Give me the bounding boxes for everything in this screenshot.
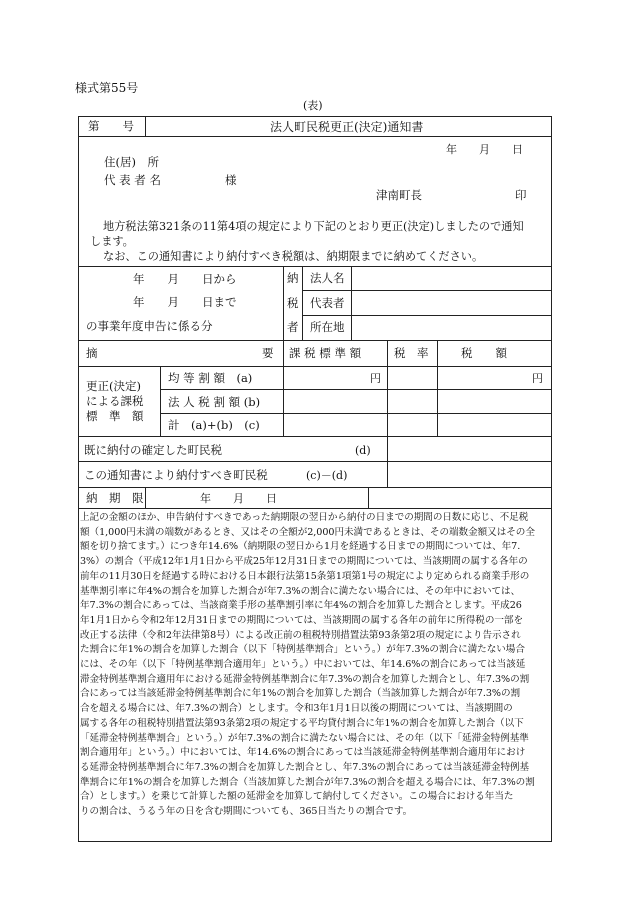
payer-vertical-2: 税	[287, 296, 299, 310]
column-tax-amount: 税 額	[461, 346, 507, 360]
issuer-name: 津南町長	[376, 188, 422, 202]
footnote-line: 合）とします。）を乗じて計算した額の延滞金を加算して納付してください。この場合における年当た	[80, 791, 514, 803]
column-tax-base: 課 税 標 準 額	[289, 346, 362, 360]
footnote-line: た割合に年1%の割合を加算した割合（以下「特例基準割合」という。）が年7.3%の割合に満たない場合	[80, 644, 525, 656]
row-per-capita-levy: 均 等 割 額 (a)	[168, 371, 253, 385]
footnote-line: 前年の11月30日を経過する時における日本銀行法第15条第1項第1号の規定により定められる商業手形の	[80, 570, 530, 582]
footnote-line: 基準割引率に年4%の割合を加算した割合が年7.3%の割合に満たない場合には、その年中においては、	[80, 585, 521, 597]
footnote-line: 「延滞金特例基準割合」という。）が年7.3%の割合に満たない場合には、その年（以下「延滞金特例基準	[80, 732, 529, 744]
footnote-line: りの割合は、うるう年の日を含む期間についても、365日当たりの割合です。	[80, 806, 413, 818]
representative-label: 代 表 者 名	[104, 173, 161, 187]
seal-mark: 印	[515, 188, 527, 202]
already-confirmed-tax-code: (d)	[355, 444, 371, 457]
period-description: の事業年度申告に係る分	[86, 319, 213, 333]
footnote-line: 額を切り捨てます。）につき年14.6%（納期限の翌日から1月を経過する日までの期間については、年7.	[80, 541, 521, 553]
notice-line-1: 地方税法第321条の11第4項の規定により下記のとおり更正(決定)しましたので通知	[103, 220, 524, 233]
notice-line-3: なお、この通知書により納付すべき税額は、納期限までに納めてください。	[103, 250, 484, 263]
period-to: 年 月 日まで	[133, 295, 237, 309]
column-summary-left: 摘	[86, 346, 98, 360]
payer-vertical-1: 納	[287, 271, 299, 285]
notice-line-2: します。	[90, 235, 134, 248]
document-title: 法人町民税更正(決定)通知書	[270, 120, 424, 134]
footnote-line: 割合適用年」という。）中においては、年14.6%の割合にあっては当該延滞金特例基準割合適用年におけ	[80, 747, 526, 759]
period-from: 年 月 日から	[133, 272, 237, 286]
form-number: 様式第55号	[75, 81, 139, 95]
footnote-line: 改正する法律（令和2年法律第8号）による改正前の租税特別措置法第93条第2項の規定により告示され	[80, 629, 521, 641]
group-label-line-2: による課税	[86, 394, 144, 408]
payer-vertical-3: 者	[287, 320, 299, 334]
footnote-line: 属する各年の租税特別措置法第93条第2項の規定する平均貸付割合に年1%の割合を加算した割合（以下	[80, 717, 524, 729]
footnote-line: 年1月1日から令和2年12月31日までの期間については、当該期間の属する各年の前年に所得税の一部を	[80, 614, 524, 626]
document-number-label: 第 号	[88, 119, 134, 133]
footnote-line: 準割合に年1%の割合を加算した割合（当該加算した割合が年7.3%の割合を超える場合には、年7.3%の割	[80, 776, 535, 788]
footnote-line: る延滞金特例基準割合に年7.3%の割合を加算した割合とし、年7.3%の割合にあっては当該延滞金特例基	[80, 761, 530, 773]
group-label-line-1: 更正(決定)	[86, 379, 141, 393]
sama-honorific: 様	[225, 173, 237, 187]
corporation-name-label: 法人名	[310, 271, 345, 285]
yen-unit-base: 円	[370, 372, 381, 385]
address-label: 住(居) 所	[104, 155, 159, 169]
column-summary-right: 要	[262, 346, 274, 360]
footnote-block	[80, 511, 550, 820]
form-side-label: (表)	[303, 99, 323, 112]
footnote-line: 合にあっては当該延滞金特例基準割合に年1%の割合を加算した割合（当該加算した割合が年7.3%の割	[80, 688, 521, 700]
corporate-representative-label: 代表者	[310, 296, 345, 310]
footnote-line: 3%）の割合（平成12年1月1日から平成25年12月31日までの期間については、当該期間の属する各年の	[80, 556, 528, 568]
deadline-value: 年 月 日	[200, 492, 277, 505]
row-corporate-tax-levy: 法 人 税 割 額 (b)	[168, 395, 261, 409]
footnote-line: 年7.3%の割合にあっては、当該商業手形の基準割引率に年4%の割合を加算した割合とします。平成26	[80, 600, 522, 612]
footnote-line: 額（1,000円未満の端数があるとき、又はその全額が2,000円未満であるときは、その端数金額又はその全	[80, 526, 535, 538]
row-total: 計 (a)+(b) (c)	[168, 418, 260, 432]
deadline-label: 納 期 限	[86, 491, 144, 505]
footnote-line: には、その年（以下「特例基準割合適用年」という。）中においては、年14.6%の割合にあっては当該延	[80, 659, 526, 671]
footnote-line: 上記の金額のほか、申告納付すべきであった納期限の翌日から納付の日までの期間の日数に応じ、不足税	[80, 512, 529, 523]
already-confirmed-tax-label: 既に納付の確定した町民税	[84, 443, 222, 457]
footnote-line: 合を超える場合には、年7.3%の割合）とします。令和3年1月1日以後の期間については、当該期間の	[80, 703, 513, 715]
amount-due-code: (c)－(d)	[306, 469, 348, 482]
corporate-location-label: 所在地	[310, 320, 345, 334]
issue-date: 年 月 日	[446, 143, 523, 156]
amount-due-label: この通知書により納付すべき町民税	[84, 468, 268, 482]
group-label-line-3: 標 準 額	[86, 409, 144, 423]
footnote-line: 滞金特例基準割合適用年における延滞金特例基準割合に年7.3%の割合を加算した割合とし、年7.3%の割	[80, 673, 530, 685]
column-tax-rate: 税 率	[394, 346, 429, 360]
yen-unit-tax: 円	[532, 372, 543, 385]
